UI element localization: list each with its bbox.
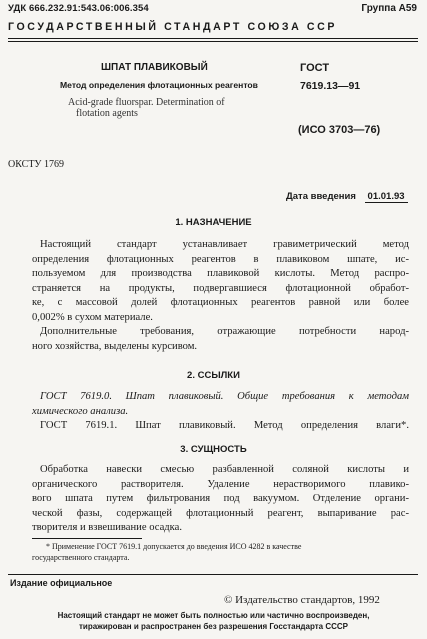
text-line: ГОСТ 7619.0. Шпат плавиковый. Общие требования к методам — [40, 391, 409, 402]
section3-paragraph1 — [32, 463, 409, 536]
text-line: Настоящий стандарт устанавливает гравиметрический метод — [40, 239, 409, 250]
text-line: 0,002% в сухом материале. — [32, 311, 153, 323]
official-edition: Издание официальное — [10, 578, 113, 588]
group-code: Группа А59 — [361, 3, 417, 14]
section2-reference1 — [32, 390, 409, 419]
text-line: органического растворителя. Удаление нерастворимого плавико- — [32, 478, 409, 490]
text-line: ного хозяйства, выделены курсивом. — [32, 340, 198, 352]
text-line: государственного стандарта. — [32, 553, 130, 562]
footer-rule — [8, 574, 418, 575]
intro-date-value: 01.01.93 — [365, 191, 408, 203]
text-line: Настоящий стандарт не может быть полностью или частично воспроизведен, — [57, 611, 370, 620]
title-en-line: Acid-grade fluorspar. Determination of — [68, 97, 225, 108]
header-rule-2 — [8, 41, 418, 42]
intro-date-label: Дата введения — [286, 191, 356, 202]
text-line: * Применение ГОСТ 7619.1 допускается до введения ИСО 4282 в качестве — [46, 542, 302, 551]
text-line: творителя и взвешивание осадка. — [32, 522, 183, 534]
section-heading: 1. НАЗНАЧЕНИЕ — [175, 217, 252, 228]
title-en — [68, 97, 225, 119]
gost-number: 7619.13—91 — [300, 80, 361, 92]
text-line: Обработка навески смесью разбавленной соляной кислоты и — [40, 464, 409, 475]
section2-reference2: ГОСТ 7619.1. Шпат плавиковый. Метод определения влаги*. — [40, 420, 409, 431]
copyright: © Издательство стандартов, 1992 — [224, 594, 380, 606]
intro-date — [286, 191, 408, 203]
section1-paragraph2 — [32, 325, 409, 354]
reproduction-notice — [0, 610, 427, 632]
section1-paragraph1 — [32, 238, 409, 326]
text-line: определения флотационных реагентов в плавиковом шпате, ис- — [32, 253, 409, 265]
section-heading: 3. СУЩНОСТЬ — [180, 444, 247, 455]
footnote-rule — [32, 538, 142, 539]
okstu-code: ОКСТУ 1769 — [8, 159, 65, 170]
header-rule — [8, 38, 418, 39]
text-line: ческой фазы, содержащей флотационный реагент, выпаривание рас- — [32, 507, 409, 519]
title-ru: ШПАТ ПЛАВИКОВЫЙ — [101, 62, 208, 73]
gost-label: ГОСТ — [300, 62, 330, 74]
text-line: вого шпата путем фильтрования под вакуумом. Отделение органи- — [32, 493, 409, 505]
section-heading: 2. ССЫЛКИ — [187, 370, 240, 381]
text-line: тиражирован и распространен без разрешения Госстандарта СССР — [79, 622, 348, 631]
state-standard-title: ГОСУДАРСТВЕННЫЙ СТАНДАРТ СОЮЗА ССР — [8, 21, 338, 33]
subtitle-ru: Метод определения флотационных реагентов — [60, 80, 258, 90]
text-line: ке, с массовой долей флотационных реагентов равной или более — [32, 297, 409, 309]
iso-reference: (ИСО 3703—76) — [298, 124, 381, 136]
udk-code: УДК 666.232.91:543.06:006.354 — [8, 3, 149, 14]
text-line: страняется на продукты, подвергавшиеся флотационной обработ- — [32, 282, 409, 294]
text-line: химического анализа. — [32, 405, 129, 417]
text-line: Дополнительные требования, отражающие потребности народ- — [40, 326, 409, 337]
footnote — [32, 541, 412, 563]
title-en-line: flotation agents — [76, 108, 138, 119]
text-line: пользуемом для производства плавиковой кислоты. Метод распро- — [32, 268, 409, 280]
